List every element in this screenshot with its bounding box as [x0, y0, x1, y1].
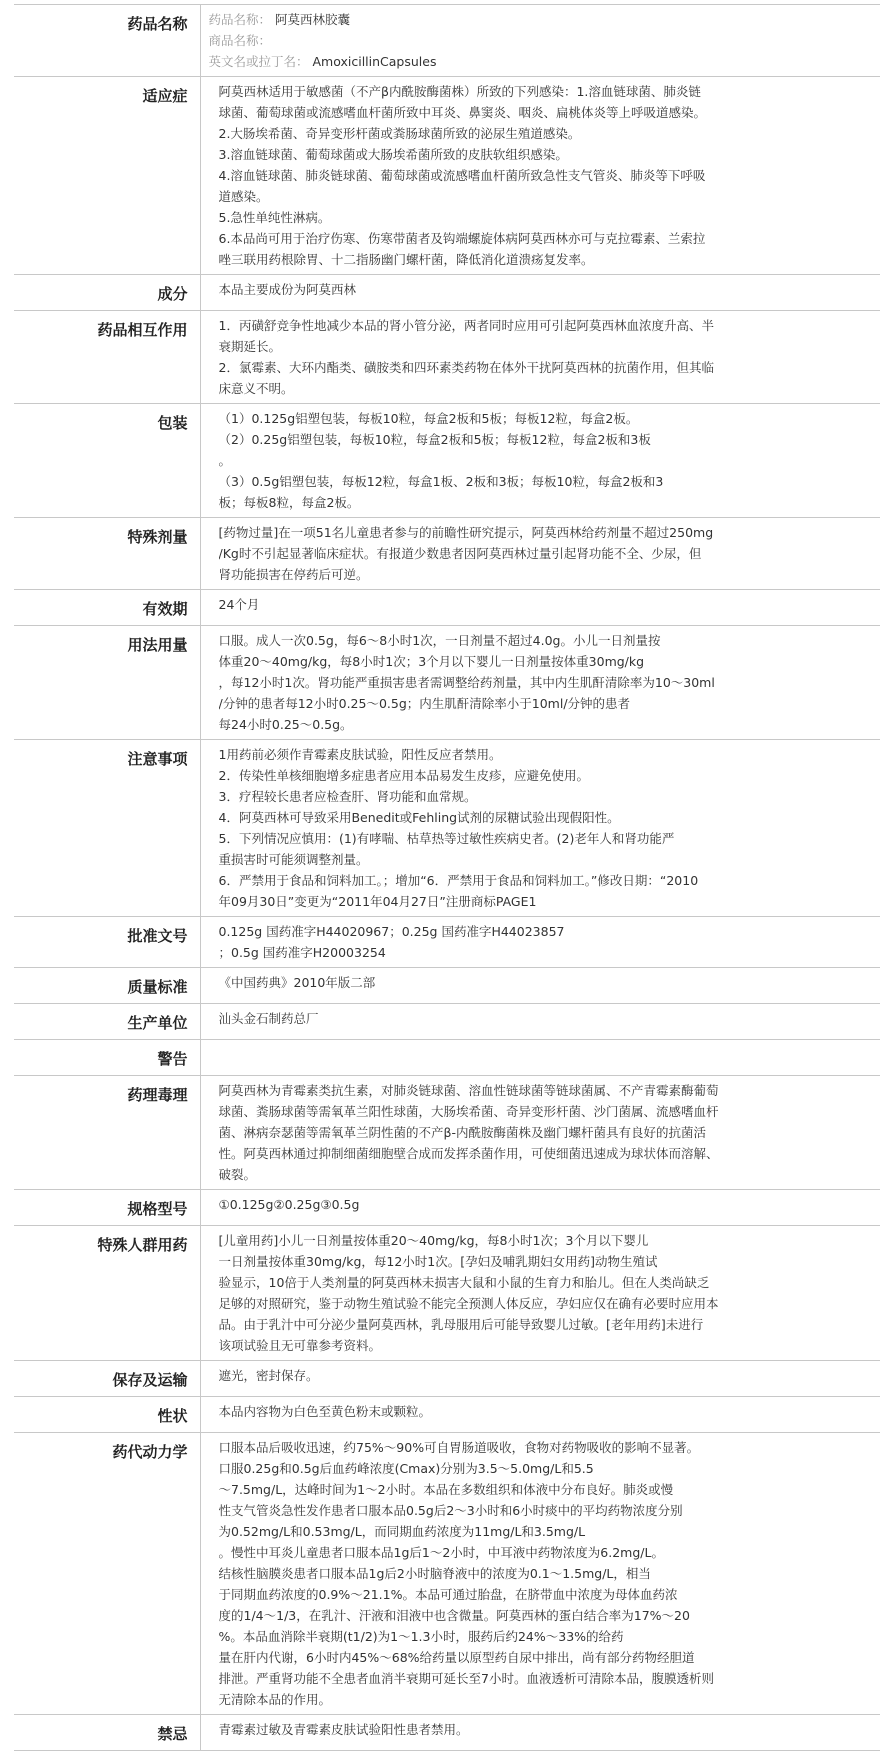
value-line: （3）0.5g铝塑包装，每板12粒，每盒1板、2板和3板；每板10粒，每盒2板和3	[218, 474, 664, 489]
value-line: 4.溶血链球菌、肺炎链球菌、葡萄球菌或流感嗜血杆菌所致急性支气管炎、肺炎等下呼吸	[218, 168, 706, 183]
info-row	[14, 275, 880, 311]
row-value	[200, 740, 880, 917]
english-name-line	[209, 51, 871, 72]
trade-name-line	[209, 30, 871, 51]
value-line: 3.溶血链球菌、葡萄球菌或大肠埃希菌所致的皮肤软组织感染。	[218, 147, 568, 162]
value-line: 6.本品尚可用于治疗伤寒、伤寒带菌者及钩端螺旋体病阿莫西林亦可与克拉霉素、兰索拉	[218, 231, 706, 246]
english-name-value: AmoxicillinCapsules	[312, 54, 437, 69]
row-value	[200, 917, 880, 968]
row-key: 药理毒理	[14, 1076, 200, 1190]
value-line: 。	[218, 453, 232, 468]
row-key: 警告	[14, 1040, 200, 1076]
value-line: 验显示，10倍于人类剂量的阿莫西林未损害大鼠和小鼠的生育力和胎儿。但在人类尚缺乏	[218, 1275, 710, 1290]
trade-name-label: 商品名称：	[208, 33, 272, 48]
value-line: 度的1/4～1/3，在乳汁、汗液和泪液中也含微量。阿莫西林的蛋白结合率为17%～20	[218, 1608, 690, 1623]
value-line: 球菌、葡萄球菌或流感嗜血杆菌所致中耳炎、鼻窦炎、咽炎、扁桃体炎等上呼吸道感染。	[218, 105, 707, 120]
value-line: （2）0.25g铝塑包装，每板10粒，每盒2板和5板；每板12粒，每盒2板和3板	[218, 432, 651, 447]
value-line: 阿莫西林适用于敏感菌（不产β内酰胺酶菌株）所致的下列感染：1.溶血链球菌、肺炎链	[218, 84, 701, 99]
value-line: 5.急性单纯性淋病。	[218, 210, 331, 225]
row-value	[200, 626, 880, 740]
value-line: 2．传染性单核细胞增多症患者应用本品易发生皮疹，应避免使用。	[218, 768, 589, 783]
row-value	[200, 1040, 880, 1076]
value-line: 2．氯霉素、大环内酯类、磺胺类和四环素类药物在体外干扰阿莫西林的抗菌作用，但其临	[218, 360, 714, 375]
value-line: 道感染。	[218, 189, 269, 204]
english-name-label: 英文名或拉丁名：	[208, 54, 309, 69]
info-row	[14, 1190, 880, 1226]
value-line: 本品内容物为白色至黄色粉末或颗粒。	[218, 1404, 432, 1419]
value-line: 口服本品后吸收迅速，约75%～90%可自胃肠道吸收，食物对药物吸收的影响不显著。	[218, 1440, 700, 1455]
row-key: 药品相互作用	[14, 311, 200, 404]
row-value	[200, 1397, 880, 1433]
info-row	[14, 1361, 880, 1397]
value-line: ①0.125g②0.25g③0.5g	[218, 1197, 360, 1212]
row-key: 有效期	[14, 590, 200, 626]
row-key: 特殊人群用药	[14, 1226, 200, 1361]
info-row	[14, 518, 880, 590]
value-line: 性。阿莫西林通过抑制细菌细胞壁合成而发挥杀菌作用，可使细菌迅速成为球状体而溶解、	[218, 1146, 719, 1161]
row-value	[200, 968, 880, 1004]
value-line: 阿莫西林为青霉素类抗生素，对肺炎链球菌、溶血性链球菌等链球菌属、不产青霉素酶葡萄	[218, 1083, 719, 1098]
drug-info-table	[14, 4, 880, 1751]
value-line: 破裂。	[218, 1167, 257, 1182]
value-line: 6．严禁用于食品和饲料加工。；增加“6．严禁用于食品和饲料加工。”修改日期：“2010	[218, 873, 699, 888]
row-key: 药代动力学	[14, 1433, 200, 1715]
info-row	[14, 1040, 880, 1076]
row-value	[200, 5, 880, 77]
value-line: 肾功能损害在停药后可逆。	[218, 567, 369, 582]
value-line: 5．下列情况应慎用：(1)有哮喘、枯草热等过敏性疾病史者。(2)老年人和肾功能严	[218, 831, 675, 846]
value-line: 衰期延长。	[218, 339, 282, 354]
row-key: 批准文号	[14, 917, 200, 968]
value-line: /Kg时不引起显著临床症状。有报道少数患者因阿莫西林过量引起肾功能不全、少尿，但	[218, 546, 702, 561]
value-line: 无清除本品的作用。	[218, 1692, 332, 1707]
value-line: 床意义不明。	[218, 381, 294, 396]
value-line: 为0.52mg/L和0.53mg/L，而同期血药浓度为11mg/L和3.5mg/L	[218, 1524, 586, 1539]
row-value	[200, 404, 880, 518]
value-line: [儿童用药]小儿一日剂量按体重20～40mg/kg，每8小时1次；3个月以下婴儿	[218, 1233, 649, 1248]
info-row	[14, 1226, 880, 1361]
value-line: 本品主要成份为阿莫西林	[218, 282, 357, 297]
row-value	[200, 1715, 880, 1751]
value-line: 遮光，密封保存。	[218, 1368, 319, 1383]
info-row	[14, 740, 880, 917]
value-line: 板；每板8粒，每盒2板。	[218, 495, 360, 510]
value-line: 性支气管炎急性发作患者口服本品0.5g后2～3小时和6小时痰中的平均药物浓度分别	[218, 1503, 683, 1518]
value-line: 菌、淋病奈瑟菌等需氧革兰阴性菌的不产β-内酰胺酶菌株及幽门螺杆菌具有良好的抗菌活	[218, 1125, 706, 1140]
generic-name-value: 阿莫西林胶囊	[275, 12, 351, 27]
value-line: 该项试验且无可靠参考资料。	[218, 1338, 382, 1353]
row-key: 用法用量	[14, 626, 200, 740]
info-row	[14, 590, 880, 626]
value-line: 0.125g 国药准字H44020967；0.25g 国药准字H44023857	[218, 924, 565, 939]
value-line: 年09月30日”变更为“2011年04月27日”注册商标PAGE1	[218, 894, 537, 909]
value-line: 。慢性中耳炎儿童患者口服本品1g后1～2小时，中耳液中药物浓度为6.2mg/L。	[218, 1545, 664, 1560]
value-line: 青霉素过敏及青霉素皮肤试验阳性患者禁用。	[218, 1722, 469, 1737]
generic-name-line	[209, 9, 871, 30]
value-line: ；0.5g 国药准字H20003254	[218, 945, 386, 960]
value-line: （1）0.125g铝塑包装，每板10粒，每盒2板和5板；每板12粒，每盒2板。	[218, 411, 639, 426]
value-line: 足够的对照研究，鉴于动物生殖试验不能完全预测人体反应，孕妇应仅在确有必要时应用本	[218, 1296, 719, 1311]
value-line: /分钟的患者每12小时0.25～0.5g；内生肌酐清除率小于10ml/分钟的患者	[218, 696, 631, 711]
value-line: 4．阿莫西林可导致采用Benedit或Fehling试剂的尿糖试验出现假阳性。	[218, 810, 620, 825]
row-key: 成分	[14, 275, 200, 311]
generic-name-label: 药品名称：	[208, 12, 272, 27]
value-line: 口服。成人一次0.5g，每6～8小时1次，一日剂量不超过4.0g。小儿一日剂量按	[218, 633, 661, 648]
value-line: 结核性脑膜炎患者口服本品1g后2小时脑脊液中的浓度为0.1～1.5mg/L，相当	[218, 1566, 651, 1581]
row-key: 注意事项	[14, 740, 200, 917]
value-line: ～7.5mg/L，达峰时间为1～2小时。本品在多数组织和体液中分布良好。肺炎或慢	[218, 1482, 674, 1497]
info-row	[14, 968, 880, 1004]
info-row	[14, 1433, 880, 1715]
row-value	[200, 590, 880, 626]
row-key: 生产单位	[14, 1004, 200, 1040]
value-line: 24个月	[218, 597, 260, 612]
row-key: 保存及运输	[14, 1361, 200, 1397]
row-value	[200, 1190, 880, 1226]
value-line: 汕头金石制药总厂	[218, 1011, 319, 1026]
info-row	[14, 1076, 880, 1190]
value-line: 于同期血药浓度的0.9%～21.1%。本品可通过胎盘，在脐带血中浓度为母体血药浓	[218, 1587, 678, 1602]
value-line	[219, 1044, 871, 1065]
value-line: 量在肝内代谢，6小时内45%～68%给药量以原型药自尿中排出，尚有部分药物经胆道	[218, 1650, 695, 1665]
row-key: 质量标准	[14, 968, 200, 1004]
info-row	[14, 311, 880, 404]
value-line: 1．丙磺舒竞争性地减少本品的肾小管分泌，两者同时应用可引起阿莫西林血浓度升高、半	[218, 318, 714, 333]
row-key: 包装	[14, 404, 200, 518]
row-value	[200, 1226, 880, 1361]
row-value	[200, 1004, 880, 1040]
value-line: 口服0.25g和0.5g后血药峰浓度(Cmax)分别为3.5～5.0mg/L和5.5	[218, 1461, 594, 1476]
row-value	[200, 311, 880, 404]
value-line: 2.大肠埃希菌、奇异变形杆菌或粪肠球菌所致的泌尿生殖道感染。	[218, 126, 581, 141]
value-line: %。本品血消除半衰期(t1/2)为1～1.3小时，服药后约24%～33%的给药	[218, 1629, 624, 1644]
info-row	[14, 404, 880, 518]
row-value	[200, 77, 880, 275]
row-key: 性状	[14, 1397, 200, 1433]
value-line: 唑三联用药根除胃、十二指肠幽门螺杆菌，降低消化道溃疡复发率。	[218, 252, 594, 267]
row-value	[200, 1361, 880, 1397]
drug-info-sheet	[0, 4, 880, 1764]
value-line: 一日剂量按体重30mg/kg，每12小时1次。[孕妇及哺乳期妇女用药]动物生殖试	[218, 1254, 658, 1269]
value-line: 《中国药典》2010年版二部	[218, 975, 376, 990]
info-row	[14, 77, 880, 275]
row-key: 适应症	[14, 77, 200, 275]
value-line: 球菌、粪肠球菌等需氧革兰阳性球菌，大肠埃希菌、奇异变形杆菌、沙门菌属、流感嗜血杆	[218, 1104, 719, 1119]
row-key: 规格型号	[14, 1190, 200, 1226]
row-value	[200, 518, 880, 590]
value-line: [药物过量]在一项51名儿童患者参与的前瞻性研究提示，阿莫西林给药剂量不超过250mg	[218, 525, 714, 540]
info-row	[14, 1715, 880, 1751]
row-value	[200, 1433, 880, 1715]
info-row	[14, 1397, 880, 1433]
value-line: 体重20～40mg/kg，每8小时1次；3个月以下婴儿一日剂量按体重30mg/kg	[218, 654, 645, 669]
row-drug-name	[14, 5, 880, 77]
info-row	[14, 626, 880, 740]
value-line: 品。由于乳汁中可分泌少量阿莫西林，乳母服用后可能导致婴儿过敏。[老年用药]未进行	[218, 1317, 704, 1332]
value-line: 1用药前必须作青霉素皮肤试验，阳性反应者禁用。	[218, 747, 502, 762]
value-line: ，每12小时1次。肾功能严重损害患者需调整给药剂量，其中内生肌酐清除率为10～30ml	[218, 675, 715, 690]
info-row	[14, 917, 880, 968]
row-key: 特殊剂量	[14, 518, 200, 590]
row-key: 禁忌	[14, 1715, 200, 1751]
value-line: 3．疗程较长患者应检查肝、肾功能和血常规。	[218, 789, 477, 804]
value-line: 重损害时可能须调整剂量。	[218, 852, 369, 867]
row-key: 药品名称	[14, 5, 200, 77]
info-row	[14, 1004, 880, 1040]
value-line: 每24小时0.25～0.5g。	[218, 717, 353, 732]
value-line: 排泄。严重肾功能不全患者血消半衰期可延长至7小时。血液透析可清除本品，腹膜透析则	[218, 1671, 714, 1686]
row-value	[200, 1076, 880, 1190]
row-value	[200, 275, 880, 311]
